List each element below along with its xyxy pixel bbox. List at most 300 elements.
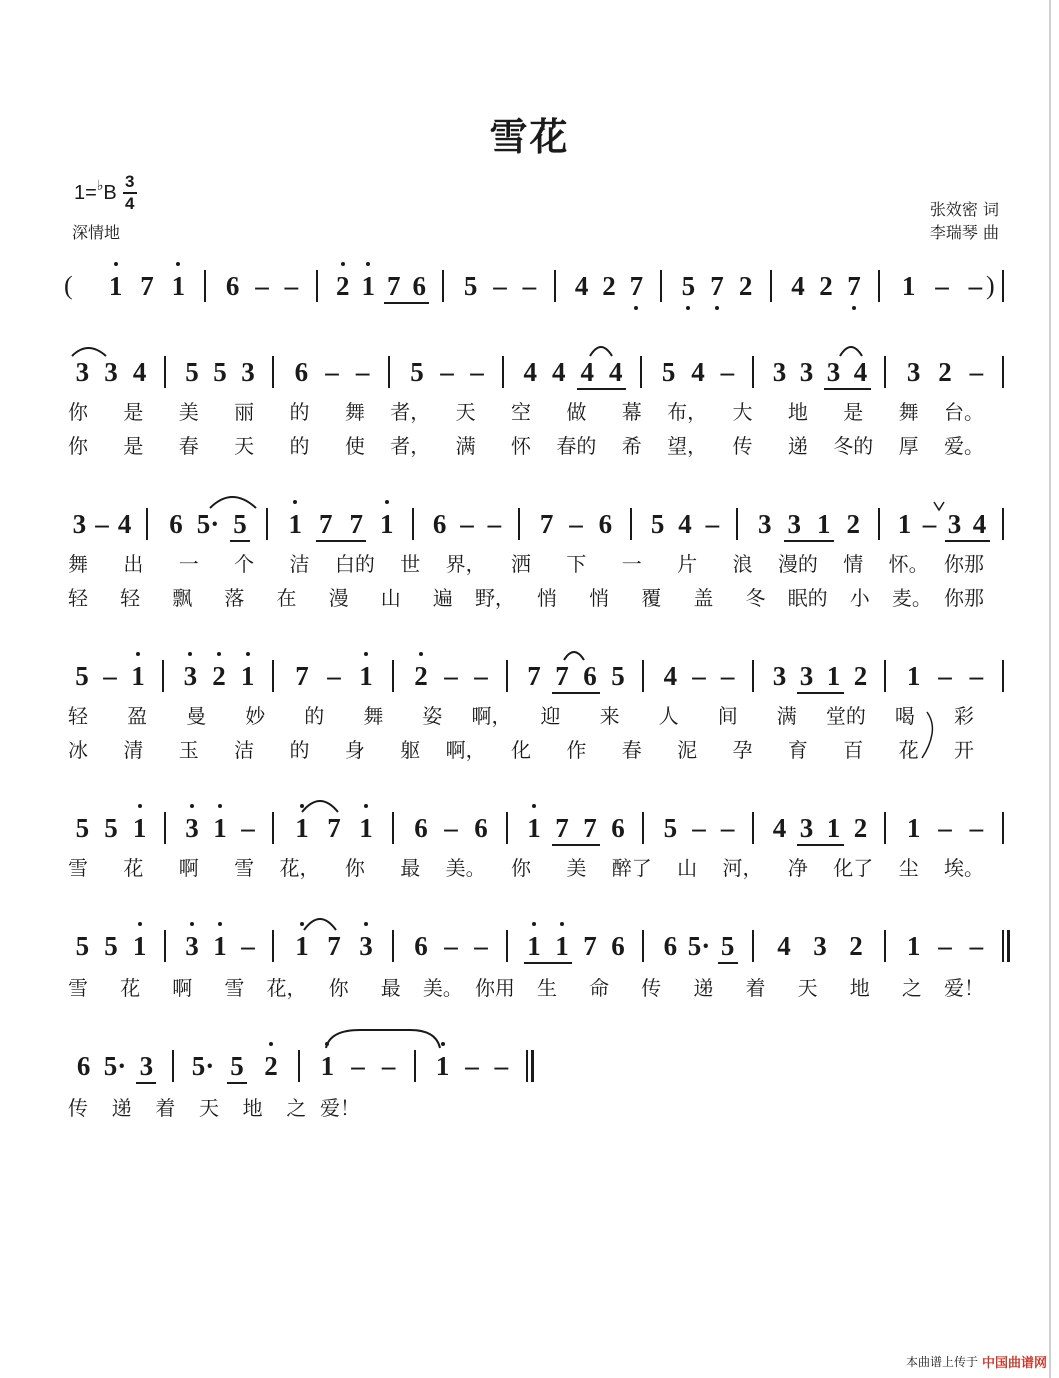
dash: – (969, 357, 984, 387)
lyric-syllable: 在 (276, 586, 297, 610)
dash: – (465, 1051, 479, 1081)
underline-beam (227, 1082, 247, 1084)
note: 1 (380, 509, 394, 539)
dash: – (569, 509, 583, 539)
octave-dot-high (364, 922, 368, 926)
lyric-syllable: 最 (400, 856, 421, 880)
lyric-syllable: 雪 (224, 976, 245, 1000)
lyric-syllable: 舞 (898, 400, 919, 424)
lyric-line (0, 1094, 1059, 1122)
octave-dot-high (138, 804, 142, 808)
lyric-syllable: 落 (224, 586, 245, 610)
note: 3 (185, 813, 199, 843)
lyric-syllable: 使 (344, 434, 365, 458)
lyric-syllable: 台。 (944, 400, 984, 424)
lyric-line (0, 736, 1059, 764)
lyric-line (0, 854, 1059, 882)
dash: – (474, 931, 488, 961)
note: 4 (552, 357, 566, 387)
bar-line (146, 508, 148, 540)
note: 3 (72, 509, 87, 539)
lyric-syllable: 一 (178, 552, 199, 576)
lyric-syllable: 者， (390, 434, 431, 458)
lyric-syllable: 堂的 (825, 704, 866, 728)
note: 6 (225, 271, 240, 301)
bar-line (506, 812, 508, 844)
bar-line (630, 508, 632, 540)
dash: – (922, 509, 937, 539)
score-system (0, 656, 1059, 696)
lyric-syllable: 身 (344, 738, 365, 762)
lyric-syllable: 浪 (732, 552, 753, 576)
underline-beam (784, 540, 834, 542)
lyric-syllable: 怀 (511, 434, 531, 458)
note: 5 (663, 813, 678, 843)
dash: – (493, 271, 507, 301)
note: 3 (772, 661, 787, 691)
octave-dot-high (300, 804, 304, 808)
lyric-syllable: 开 (954, 738, 974, 762)
dash: – (460, 509, 474, 539)
note: 4 (853, 357, 868, 387)
note: 4 (574, 271, 589, 301)
lyric-syllable: 尘 (898, 856, 919, 880)
note: 5 (661, 357, 676, 387)
note: 6 (76, 1051, 91, 1081)
lyric-syllable: 冬 (745, 586, 766, 610)
bar-line (642, 660, 644, 692)
dash: – (284, 271, 299, 301)
score-system (0, 926, 1059, 966)
dash: – (95, 509, 109, 539)
lyric-syllable: 清 (123, 738, 144, 762)
lyric-syllable: 盖 (693, 586, 714, 610)
lyric-syllable: 你 (511, 856, 531, 880)
site-logo[interactable]: 中国曲谱网 (981, 1356, 1047, 1371)
lyric-syllable: 你用 (474, 976, 515, 1000)
dash: – (440, 357, 454, 387)
note: 5 (233, 509, 247, 539)
lyric-syllable: 厚 (898, 434, 919, 458)
octave-dot-high (246, 652, 250, 656)
bar-line (392, 930, 394, 962)
lyric-syllable: 你 (328, 976, 349, 1000)
note: 6 (598, 509, 613, 539)
lyric-syllable: 递 (111, 1096, 132, 1120)
underline-beam (718, 962, 738, 964)
source-footer (906, 1352, 1047, 1371)
lyric-syllable: 做 (566, 400, 587, 424)
dash: – (705, 509, 720, 539)
note: 4 (691, 357, 705, 387)
note: 4 (678, 509, 692, 539)
lyric-syllable: 出 (123, 552, 144, 576)
lyric-syllable: 是 (123, 434, 144, 458)
octave-dot-high (532, 804, 536, 808)
underline-beam (945, 540, 990, 542)
lyric-syllable: 的 (289, 400, 310, 424)
lyric-syllable: 界， (445, 552, 486, 576)
note: 1 (240, 661, 255, 691)
bar-line (442, 270, 444, 302)
note: 6 (474, 813, 488, 843)
lyric-syllable: 个 (234, 552, 255, 576)
dash: – (327, 661, 341, 691)
note: 5 (410, 357, 424, 387)
lyric-syllable: 地 (849, 976, 870, 1000)
lyric-syllable: 春的 (556, 434, 597, 458)
bar-line (884, 812, 886, 844)
dash: – (444, 661, 458, 691)
final-bar-line (1007, 930, 1010, 962)
lyric-syllable: 眠的 (787, 586, 828, 610)
note: 2 (846, 509, 860, 539)
lyric-syllable: 空 (511, 400, 531, 424)
lyric-syllable: 间 (717, 704, 738, 728)
lyric-syllable: 花， (279, 856, 320, 880)
note: 2 (853, 813, 868, 843)
note: 2 (819, 271, 833, 301)
bar-line (204, 270, 206, 302)
bar-line (414, 1050, 416, 1082)
bar-line (1002, 930, 1004, 962)
note: 5 (720, 931, 735, 961)
lyric-syllable: 你那 (944, 552, 984, 576)
lyric-syllable: 世 (400, 552, 421, 576)
lyric-syllable: 怀。 (888, 552, 929, 576)
octave-dot-high (218, 804, 222, 808)
octave-dot-high (114, 262, 118, 266)
lyric-syllable: 花 (120, 976, 141, 1000)
bar-line (1002, 270, 1004, 302)
note: 6 (294, 357, 309, 387)
note: 7 (327, 931, 341, 961)
note: 7 (583, 931, 597, 961)
note: 7 (710, 271, 724, 301)
lyric-syllable: 传 (732, 434, 753, 458)
note: 4 (772, 813, 787, 843)
lyric-syllable: 春 (178, 434, 199, 458)
lyric-syllable: 天 (234, 434, 255, 458)
note: 3 (906, 357, 921, 387)
bar-line (770, 270, 772, 302)
dash: – (241, 813, 255, 843)
note: 5 (681, 271, 696, 301)
lyric-syllable: 一 (621, 552, 642, 576)
lyric-syllable: 地 (242, 1096, 263, 1120)
key-note: B (103, 181, 117, 204)
dash: – (487, 509, 502, 539)
lyric-syllable: 净 (787, 856, 808, 880)
lyric-syllable: 天 (455, 400, 476, 424)
lyric-syllable: 你 (68, 400, 88, 424)
bar-line (752, 930, 754, 962)
dash: – (474, 661, 488, 691)
lyric-syllable: 来 (599, 704, 620, 728)
lyric-syllable: 花 (123, 856, 144, 880)
lyric-syllable: 的 (289, 434, 310, 458)
bar-line (640, 356, 642, 388)
lyric-syllable: 玉 (178, 738, 199, 762)
note: 5 (75, 931, 90, 961)
note: 3 (826, 357, 841, 387)
lyric-syllable: 爱。 (944, 434, 984, 458)
octave-dot-high (138, 922, 142, 926)
lyric-syllable: 之 (901, 976, 922, 1000)
lyric-syllable: 啊， (471, 704, 512, 728)
note: 3 (772, 357, 787, 387)
bar-line (502, 356, 504, 388)
note: 3 (139, 1051, 154, 1081)
lyric-syllable: 轻 (68, 586, 88, 610)
note: 2 (738, 271, 753, 301)
lyric-syllable: 雪 (68, 856, 88, 880)
dash: – (444, 931, 458, 961)
bar-line (272, 812, 274, 844)
credits (930, 198, 999, 244)
bar-line (752, 660, 754, 692)
lyric-syllable: 迎 (540, 704, 561, 728)
dash: – (325, 357, 339, 387)
note: 1 (359, 661, 373, 691)
bar-line (1002, 356, 1004, 388)
lyric-syllable: 春 (621, 738, 642, 762)
note: 3 (185, 931, 199, 961)
note: 3 (813, 931, 827, 961)
flat-sign: ♭ (96, 176, 104, 193)
lyric-syllable: 希 (621, 434, 642, 458)
bar-line (736, 508, 738, 540)
lyric-syllable: 舞 (363, 704, 384, 728)
note: 1 (213, 931, 227, 961)
octave-dot-high (419, 652, 423, 656)
lyric-syllable: 情 (843, 552, 864, 576)
tempo-marking: 深情地 (72, 223, 121, 242)
lyric-syllable: 百 (843, 738, 864, 762)
note: 1 (435, 1051, 450, 1081)
note: 2 (264, 1051, 278, 1081)
lyric-syllable: 美 (178, 400, 199, 424)
octave-dot-high (364, 652, 368, 656)
note: 3 (75, 357, 90, 387)
lyric-syllable: 天 (199, 1096, 219, 1120)
bar-line (878, 270, 880, 302)
note: 5 (463, 271, 478, 301)
underline-beam (136, 1082, 156, 1084)
lyric-syllable: 雪 (234, 856, 255, 880)
lyric-syllable: 美。 (445, 856, 486, 880)
note: 4 (663, 661, 678, 691)
note: 5 (104, 931, 118, 961)
lyric-syllable: 覆 (641, 586, 662, 610)
lyric-syllable: 化了 (833, 856, 874, 880)
note: 1 (359, 813, 373, 843)
lyric-syllable: 舞 (344, 400, 365, 424)
lyric-line (0, 432, 1059, 460)
lyric-syllable: 幕 (621, 400, 642, 424)
note: 3 (799, 357, 814, 387)
underline-beam (797, 844, 844, 846)
note: 1 (132, 813, 147, 843)
dash: – (969, 661, 984, 691)
note: 7 (527, 661, 541, 691)
dash: – (444, 813, 458, 843)
underline-beam (577, 388, 626, 390)
note: 1 (213, 813, 227, 843)
octave-dot-high (385, 500, 389, 504)
lyric-line (0, 974, 1059, 1002)
bar-line (554, 270, 556, 302)
note: 5 (611, 661, 625, 691)
time-bottom: 4 (125, 194, 135, 213)
lyric-syllable: 遍 (432, 586, 453, 610)
dash: – (935, 271, 949, 301)
lyric-syllable: 递 (693, 976, 714, 1000)
bar-line (392, 812, 394, 844)
note: 3 (787, 509, 801, 539)
dash: – (720, 661, 735, 691)
bar-line (272, 660, 274, 692)
dash: – (255, 271, 269, 301)
lyric-syllable: 漫的 (777, 552, 818, 576)
note: 1 (288, 509, 302, 539)
bar-line (884, 356, 886, 388)
underline-beam (824, 388, 871, 390)
score-system (0, 266, 1059, 306)
note: 7 (140, 271, 154, 301)
lyric-syllable: 的 (289, 738, 310, 762)
lyric-syllable: 着 (155, 1096, 176, 1120)
bar-line (518, 508, 520, 540)
lyric-syllable: 命 (589, 976, 610, 1000)
note: 3 (799, 661, 814, 691)
bar-line (412, 508, 414, 540)
dash: – (103, 661, 117, 691)
note: 1 (295, 931, 309, 961)
underline-beam (552, 844, 600, 846)
note: 7 (555, 661, 569, 691)
bar-line (878, 508, 880, 540)
lyric-syllable: 飘 (172, 586, 193, 610)
bar-line (642, 812, 644, 844)
note: 7 (847, 271, 861, 301)
note: 2 (336, 271, 350, 301)
note: 3 (758, 509, 772, 539)
lyric-syllable: 曼 (186, 704, 207, 728)
note: 2 (938, 357, 952, 387)
note: 5 (185, 357, 199, 387)
bar-line (298, 1050, 300, 1082)
lyric-syllable: 美。 (422, 976, 463, 1000)
lyric-syllable: 传 (641, 976, 662, 1000)
lyric-syllable: 麦。 (891, 586, 932, 610)
lyric-syllable: 美 (566, 856, 587, 880)
lyric-syllable: 轻 (68, 704, 88, 728)
note: 5 (650, 509, 665, 539)
lyric-syllable: 啊 (172, 976, 193, 1000)
score-system (0, 504, 1059, 544)
note: 7 (387, 271, 401, 301)
octave-dot-low (852, 306, 856, 310)
note: 2 (212, 661, 226, 691)
note: 1 (108, 271, 123, 301)
lyric-syllable: 的 (304, 704, 325, 728)
dash: – (969, 931, 984, 961)
note: 3 (104, 357, 118, 387)
note: 4 (791, 271, 805, 301)
note: 4 (580, 357, 594, 387)
lyric-syllable: 冬的 (833, 434, 874, 458)
bar-line (164, 356, 166, 388)
bar-line (266, 508, 268, 540)
octave-dot-low (715, 306, 719, 310)
octave-dot-high (269, 1042, 273, 1046)
bar-line (1002, 508, 1004, 540)
dash: – (381, 1051, 396, 1081)
lyric-syllable: 地 (787, 400, 808, 424)
dash: – (241, 931, 255, 961)
lyric-syllable: 你那 (944, 586, 984, 610)
note: 6 (169, 509, 183, 539)
lyric-syllable: 彩 (954, 704, 974, 728)
note: 1 (555, 931, 569, 961)
octave-dot-high (364, 804, 368, 808)
close-paren: ) (986, 271, 995, 300)
note: 4 (523, 357, 537, 387)
lyric-syllable: 孕 (732, 738, 753, 762)
key-signature (74, 172, 137, 214)
note: 1 (295, 813, 309, 843)
lyric-syllable: 冰 (68, 738, 88, 762)
note: 2 (602, 271, 616, 301)
lyric-syllable: 丽 (234, 400, 255, 424)
lyric-syllable: 啊 (178, 856, 199, 880)
note: 2 (414, 661, 428, 691)
dash: – (720, 813, 735, 843)
lyric-syllable: 花， (266, 976, 307, 1000)
note: 1 (132, 931, 147, 961)
lyric-syllable: 妙 (245, 704, 266, 728)
note: 4 (777, 931, 791, 961)
dash: – (355, 357, 370, 387)
bar-line (526, 1050, 528, 1082)
note: 7 (629, 271, 644, 301)
note: 7 (555, 813, 569, 843)
lyric-syllable: 满 (455, 434, 476, 458)
note: 6 (432, 509, 447, 539)
note: 1 (171, 271, 186, 301)
dash: – (969, 813, 984, 843)
lyric-syllable: 白的 (334, 552, 375, 576)
lyric-syllable: 生 (537, 976, 558, 1000)
footer-text: 本曲谱上传于 (905, 1355, 978, 1369)
lyric-syllable: 之 (286, 1096, 307, 1120)
underline-beam (524, 962, 572, 964)
score-system (0, 1046, 1059, 1086)
bar-line (660, 270, 662, 302)
note: 7 (583, 813, 597, 843)
lyric-syllable: 舞 (68, 552, 88, 576)
octave-dot-high (532, 922, 536, 926)
bar-line (272, 356, 274, 388)
bar-line (164, 930, 166, 962)
lyric-syllable: 者， (390, 400, 431, 424)
note: 1 (527, 931, 541, 961)
bar-line (752, 812, 754, 844)
lyric-syllable: 啊， (445, 738, 486, 762)
octave-dot-high (341, 262, 345, 266)
note: 3 (947, 509, 962, 539)
